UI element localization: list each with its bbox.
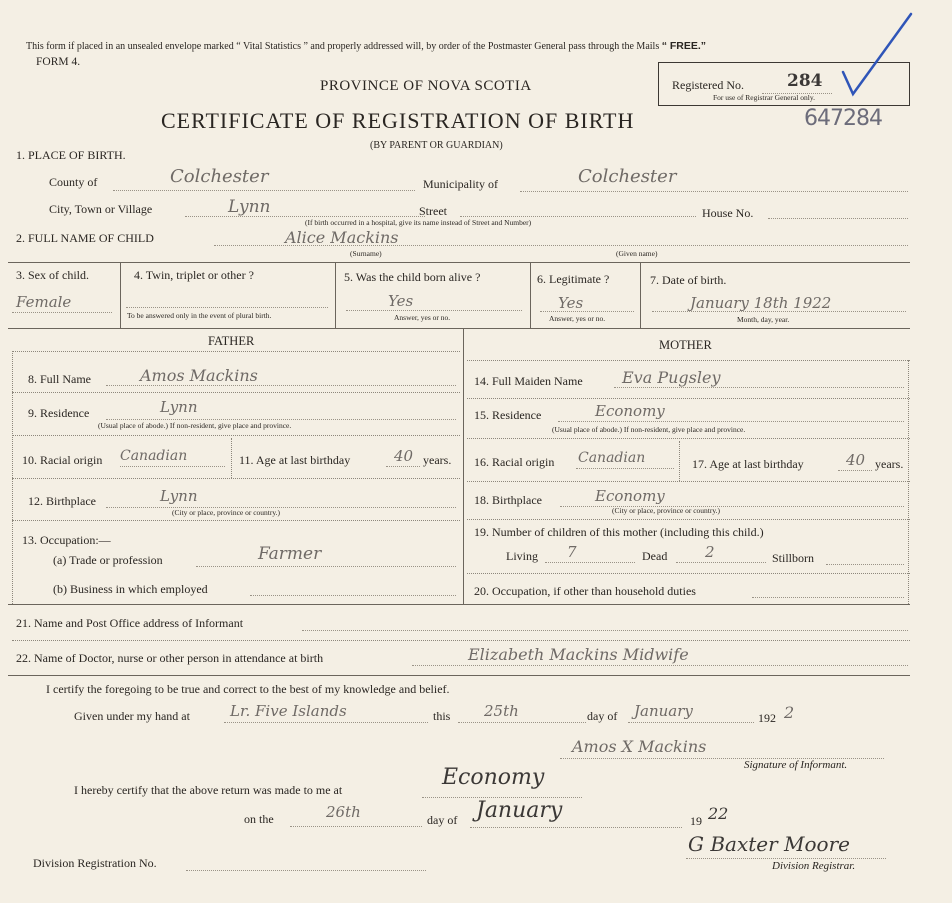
father-racial-value: Canadian (120, 448, 188, 464)
given-day-value: 25th (484, 702, 519, 720)
alive-value: Yes (388, 292, 414, 310)
father-birthplace-note: (City or place, province or country.) (172, 508, 281, 517)
alive-label: 5. Was the child born alive ? (344, 270, 481, 284)
municipality-value: Colchester (578, 166, 677, 187)
place-of-birth-heading: 1. PLACE OF BIRTH. (16, 148, 126, 162)
legitimate-note: Answer, yes or no. (549, 314, 606, 323)
mother-years-label: years. (875, 457, 904, 471)
mother-residence-label: 15. Residence (474, 408, 542, 422)
given-label: Given under my hand at (74, 709, 190, 723)
registrar-place-value: Economy (442, 765, 545, 790)
twin-label: 4. Twin, triplet or other ? (134, 268, 254, 282)
child-name-label: 2. FULL NAME OF CHILD (16, 231, 154, 245)
page-title: CERTIFICATE OF REGISTRATION OF BIRTH (161, 108, 635, 133)
registrar-month-value: January (476, 798, 563, 823)
living-value: 7 (567, 543, 577, 561)
father-residence-label: 9. Residence (28, 406, 90, 420)
business-label: (b) Business in which employed (53, 582, 208, 596)
mailing-notice-text: This form if placed in an unsealed envelope marked “ Vital Statistics ” and properly addressed will, by order of the Postmaster General pass through the Mails (26, 41, 660, 52)
attendant-value: Elizabeth Mackins Midwife (468, 645, 689, 664)
informant-signature-label: Signature of Informant. (744, 759, 848, 771)
given-year-prefix: 192 (758, 711, 776, 725)
father-name-label: 8. Full Name (28, 372, 91, 386)
dob-label: 7. Date of birth. (650, 273, 727, 287)
father-racial-label: 10. Racial origin (22, 453, 103, 467)
mailing-notice (26, 40, 706, 52)
trade-value: Farmer (258, 544, 322, 564)
given-day-of-label: day of (587, 709, 618, 723)
form-number: FORM 4. (36, 56, 81, 68)
registered-number: 284 (787, 71, 823, 91)
father-age-label: 11. Age at last birthday (239, 453, 351, 467)
sex-value: Female (16, 293, 72, 311)
mother-residence-value: Economy (595, 402, 665, 420)
given-place-value: Lr. Five Islands (230, 702, 347, 720)
legitimate-value: Yes (558, 294, 584, 312)
father-age-value: 40 (394, 447, 414, 465)
mother-name-label: 14. Full Maiden Name (474, 374, 583, 388)
city-label: City, Town or Village (49, 202, 153, 216)
registrar-signature: G Baxter Moore (688, 832, 850, 856)
street-label: Street (419, 204, 447, 218)
page-subtitle: (BY PARENT OR GUARDIAN) (370, 140, 503, 151)
mother-heading: MOTHER (659, 338, 712, 352)
registrar-year-prefix: 19 (690, 814, 702, 828)
this-label: this (433, 709, 451, 723)
mother-occupation-label: 20. Occupation, if other than household duties (474, 584, 696, 598)
children-count-label: 19. Number of children of this mother (including this child.) (474, 525, 764, 539)
registrar-year-suffix: 22 (708, 804, 729, 823)
registrar-signature-label: Division Registrar. (772, 860, 856, 872)
mother-racial-label: 16. Racial origin (474, 455, 555, 469)
mother-birthplace-value: Economy (595, 487, 665, 505)
child-name-value: Alice Mackins (285, 228, 399, 247)
dead-label: Dead (642, 549, 668, 563)
father-residence-value: Lynn (160, 398, 198, 416)
province-heading: PROVINCE OF NOVA SCOTIA (320, 78, 532, 94)
mother-name-value: Eva Pugsley (622, 368, 721, 387)
trade-label: (a) Trade or profession (53, 553, 163, 567)
legitimate-label: 6. Legitimate ? (537, 272, 610, 286)
mother-racial-value: Canadian (578, 450, 646, 466)
registered-label: Registered No. (672, 78, 744, 92)
given-year-suffix: 2 (784, 703, 795, 722)
stillborn-label: Stillborn (772, 551, 815, 565)
county-label: County of (49, 175, 98, 189)
father-birthplace-label: 12. Birthplace (28, 494, 96, 508)
division-registration-label: Division Registration No. (33, 856, 157, 870)
registrar-certify: I hereby certify that the above return was made to me at (74, 783, 343, 797)
father-name-value: Amos Mackins (140, 366, 258, 385)
mother-age-value: 40 (846, 451, 866, 469)
surname-label: (Surname) (350, 249, 382, 258)
informant-signature: Amos X Mackins (572, 737, 707, 756)
dead-value: 2 (705, 543, 715, 561)
given-month-value: January (634, 702, 693, 720)
free-label: “ FREE.” (661, 40, 707, 52)
mother-age-label: 17. Age at last birthday (692, 457, 804, 471)
mother-residence-note: (Usual place of abode.) If non-resident, give place and province. (552, 425, 746, 434)
registered-note: For use of Registrar General only. (713, 93, 815, 102)
mother-birthplace-label: 18. Birthplace (474, 493, 542, 507)
street-note: (If birth occurred in a hospital, give its name instead of Street and Number) (305, 218, 532, 227)
father-residence-note: (Usual place of abode.) If non-resident, give place and province. (98, 421, 292, 430)
alive-note: Answer, yes or no. (394, 313, 451, 322)
attendant-label: 22. Name of Doctor, nurse or other person in attendance at birth (16, 651, 324, 665)
certify-statement: I certify the foregoing to be true and correct to the best of my knowledge and belief. (46, 682, 450, 696)
county-value: Colchester (170, 166, 269, 187)
checkmark-icon (835, 10, 915, 100)
informant-address-label: 21. Name and Post Office address of Informant (16, 616, 244, 630)
given-name-label: (Given name) (616, 249, 658, 258)
city-value: Lynn (228, 197, 271, 217)
father-years-label: years. (423, 453, 452, 467)
mother-birthplace-note: (City or place, province or country.) (612, 506, 721, 515)
father-birthplace-value: Lynn (160, 487, 198, 505)
registrar-on-label: on the (244, 812, 274, 826)
registrar-day-of-label: day of (427, 813, 458, 827)
registrar-day-value: 26th (326, 803, 361, 821)
sex-label: 3. Sex of child. (16, 268, 89, 282)
stamp-number: 647284 (804, 106, 882, 131)
dob-value: January 18th 1922 (690, 294, 832, 312)
twin-note: To be answered only in the event of plural birth. (127, 311, 272, 320)
dob-note: Month, day, year. (737, 315, 790, 324)
municipality-label: Municipality of (423, 177, 498, 191)
father-heading: FATHER (208, 334, 255, 348)
father-occupation-label: 13. Occupation:— (22, 533, 111, 547)
house-label: House No. (702, 206, 754, 220)
living-label: Living (506, 549, 538, 563)
